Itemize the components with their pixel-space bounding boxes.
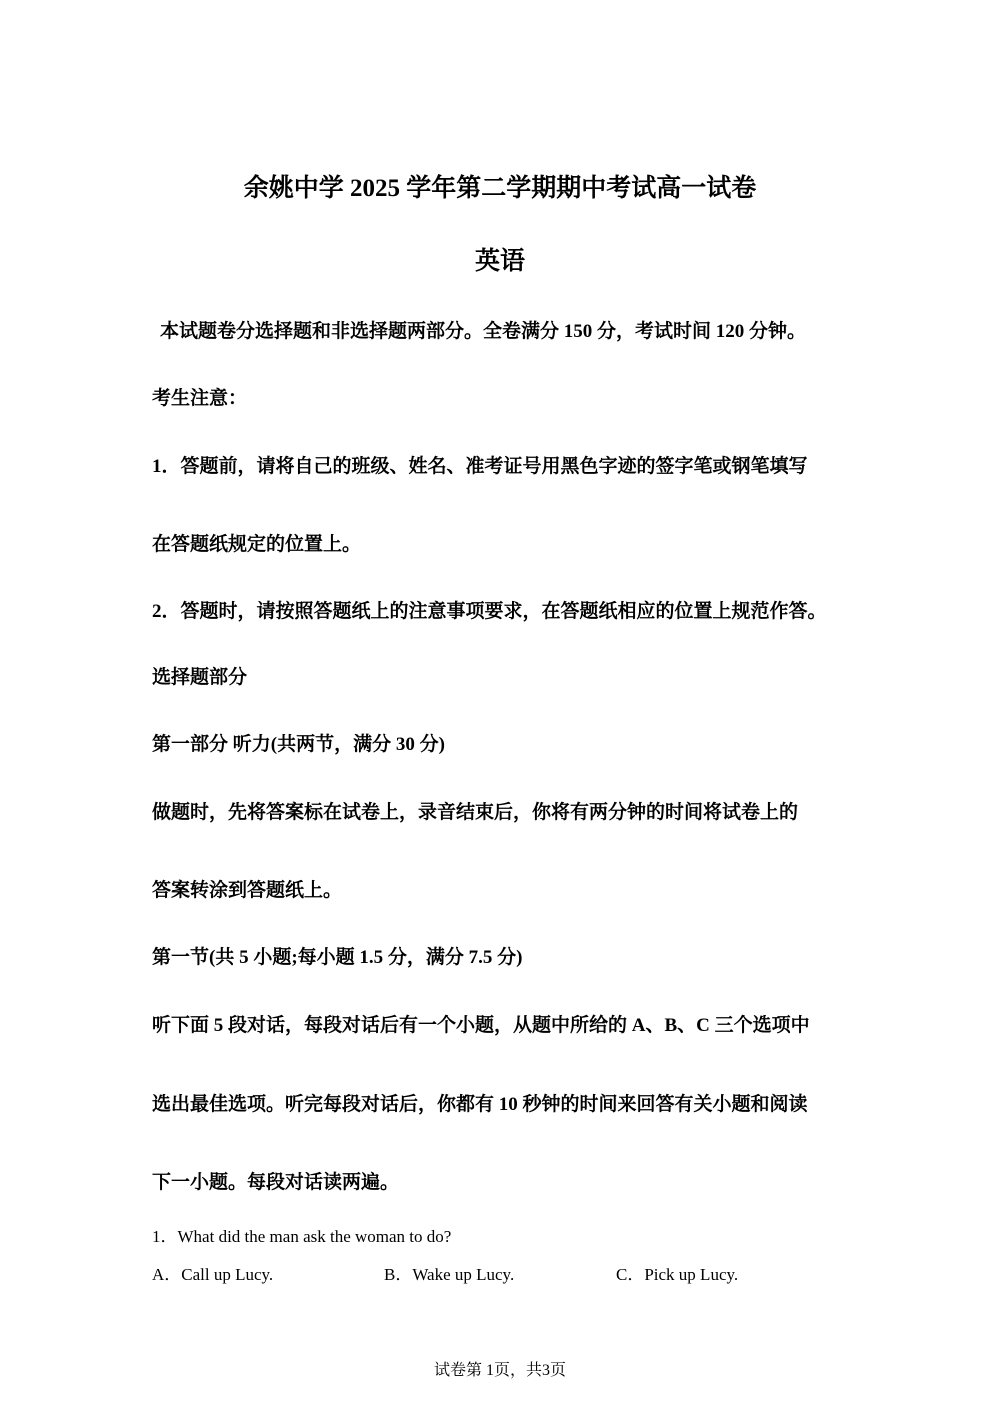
exam-title: 余姚中学 2025 学年第二学期期中考试高一试卷 bbox=[243, 175, 757, 202]
question-1-option-a: A．Call up Lucy. bbox=[152, 1265, 274, 1284]
section-one-instr-line1: 听下面 5 段对话，每段对话后有一个小题，从题中所给的 A、B、C 三个选项中 bbox=[152, 1015, 810, 1036]
notice-1-line1: 1．答题前，请将自己的班级、姓名、准考证号用黑色字迹的签字笔或钢笔填写 bbox=[152, 456, 808, 477]
page-footer: 试卷第 1页，共3页 bbox=[433, 1362, 566, 1379]
part-one-heading: 第一部分 听力(共两节，满分 30 分) bbox=[152, 734, 445, 755]
section-choice: 选择题部分 bbox=[152, 667, 248, 688]
question-1-option-b: B．Wake up Lucy. bbox=[384, 1265, 515, 1284]
intro-text: 本试题卷分选择题和非选择题两部分。全卷满分 150 分，考试时间 120 分钟。 bbox=[160, 321, 807, 342]
section-one-heading: 第一节(共 5 小题;每小题 1.5 分，满分 7.5 分) bbox=[152, 947, 523, 968]
notice-2: 2．答题时，请按照答题纸上的注意事项要求，在答题纸相应的位置上规范作答。 bbox=[152, 601, 827, 622]
part-one-instr-line2: 答案转涂到答题纸上。 bbox=[152, 880, 343, 901]
question-1-option-c: C．Pick up Lucy. bbox=[616, 1265, 739, 1284]
notice-1-line2: 在答题纸规定的位置上。 bbox=[152, 534, 362, 555]
section-one-instr-line2: 选出最佳选项。听完每段对话后，你都有 10 秒钟的时间来回答有关小题和阅读 bbox=[152, 1094, 808, 1115]
question-1-text: 1．What did the man ask the woman to do? bbox=[152, 1227, 452, 1246]
part-one-instr-line1: 做题时，先将答案标在试卷上，录音结束后，你将有两分钟的时间将试卷上的 bbox=[152, 802, 799, 823]
notice-heading: 考生注意： bbox=[152, 388, 248, 409]
section-one-instr-line3: 下一小题。每段对话读两遍。 bbox=[152, 1172, 400, 1193]
exam-subject: 英语 bbox=[474, 248, 525, 275]
